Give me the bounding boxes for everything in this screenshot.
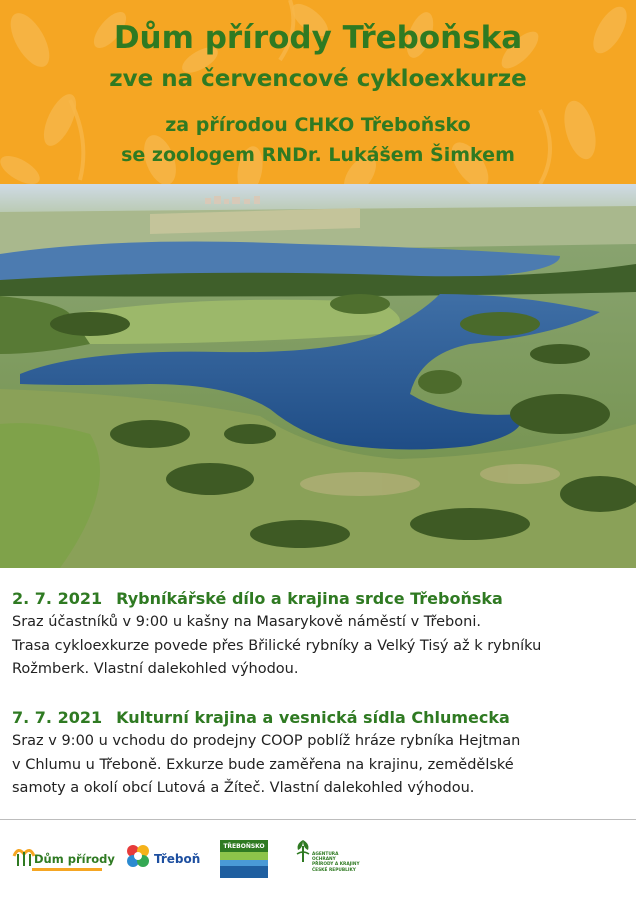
- dum-prirody-logo: [12, 840, 115, 876]
- header-line-zoologist: se zoologem RNDr. Lukášem Šimkem: [121, 144, 515, 166]
- event-date: 7. 7. 2021: [12, 708, 103, 727]
- page-subtitle: zve na červencové cykloexkurze: [109, 66, 527, 92]
- event-heading: [12, 588, 632, 610]
- trebon-flower-icon: [124, 842, 152, 870]
- events-section: [0, 568, 636, 812]
- event-title: Kulturní krajina a vesnická sídla Chlumecka: [116, 708, 510, 727]
- event-title: Rybníkářské dílo a krajina srdce Třeboňska: [116, 589, 503, 608]
- aerial-landscape-photo: [0, 184, 636, 568]
- partner-logos: [0, 830, 636, 890]
- event-item: [12, 707, 632, 801]
- logo-underline: [32, 868, 102, 871]
- footer-divider: [0, 819, 636, 820]
- aopk-logo-text: AGENTURA OCHRANY PŘÍRODY A KRAJINY ČESKÉ REPUBLIKY: [312, 852, 360, 873]
- dum-prirody-logo-text: Dům přírody: [34, 852, 115, 866]
- trebon-logo-text: Třeboň: [154, 852, 201, 866]
- page-title: Dům přírody Třeboňska: [113, 20, 523, 56]
- event-description: Sraz účastníků v 9:00 u kašny na Masarykově náměstí v Třeboni. Trasa cykloexkurze povede přes Břilické rybníky a Velký Tisý až k rybníku Rožmberk. Vlastní dalekohled výhodou.: [12, 614, 542, 677]
- header-line-chko: za přírodou CHKO Třeboňsko: [165, 114, 471, 136]
- trebon-logo: [124, 842, 204, 874]
- header-banner: [0, 0, 636, 184]
- aopk-logo: [294, 838, 364, 880]
- event-date: 2. 7. 2021: [12, 589, 103, 608]
- event-item: [12, 588, 632, 682]
- event-description: Sraz v 9:00 u vchodu do prodejny COOP poblíž hráze rybníka Hejtman v Chlumu u Třeboně. Exkurze bude zaměřena na krajinu, zemědělské samoty a okolí obcí Lutová a Žíteč. Vlastní dalekohled výhodou.: [12, 733, 521, 796]
- tree-icon: [294, 838, 312, 864]
- chko-trebonsko-logo: [220, 840, 268, 878]
- chko-logo-text: TŘEBOŇSKO: [223, 843, 265, 850]
- event-heading: [12, 707, 632, 729]
